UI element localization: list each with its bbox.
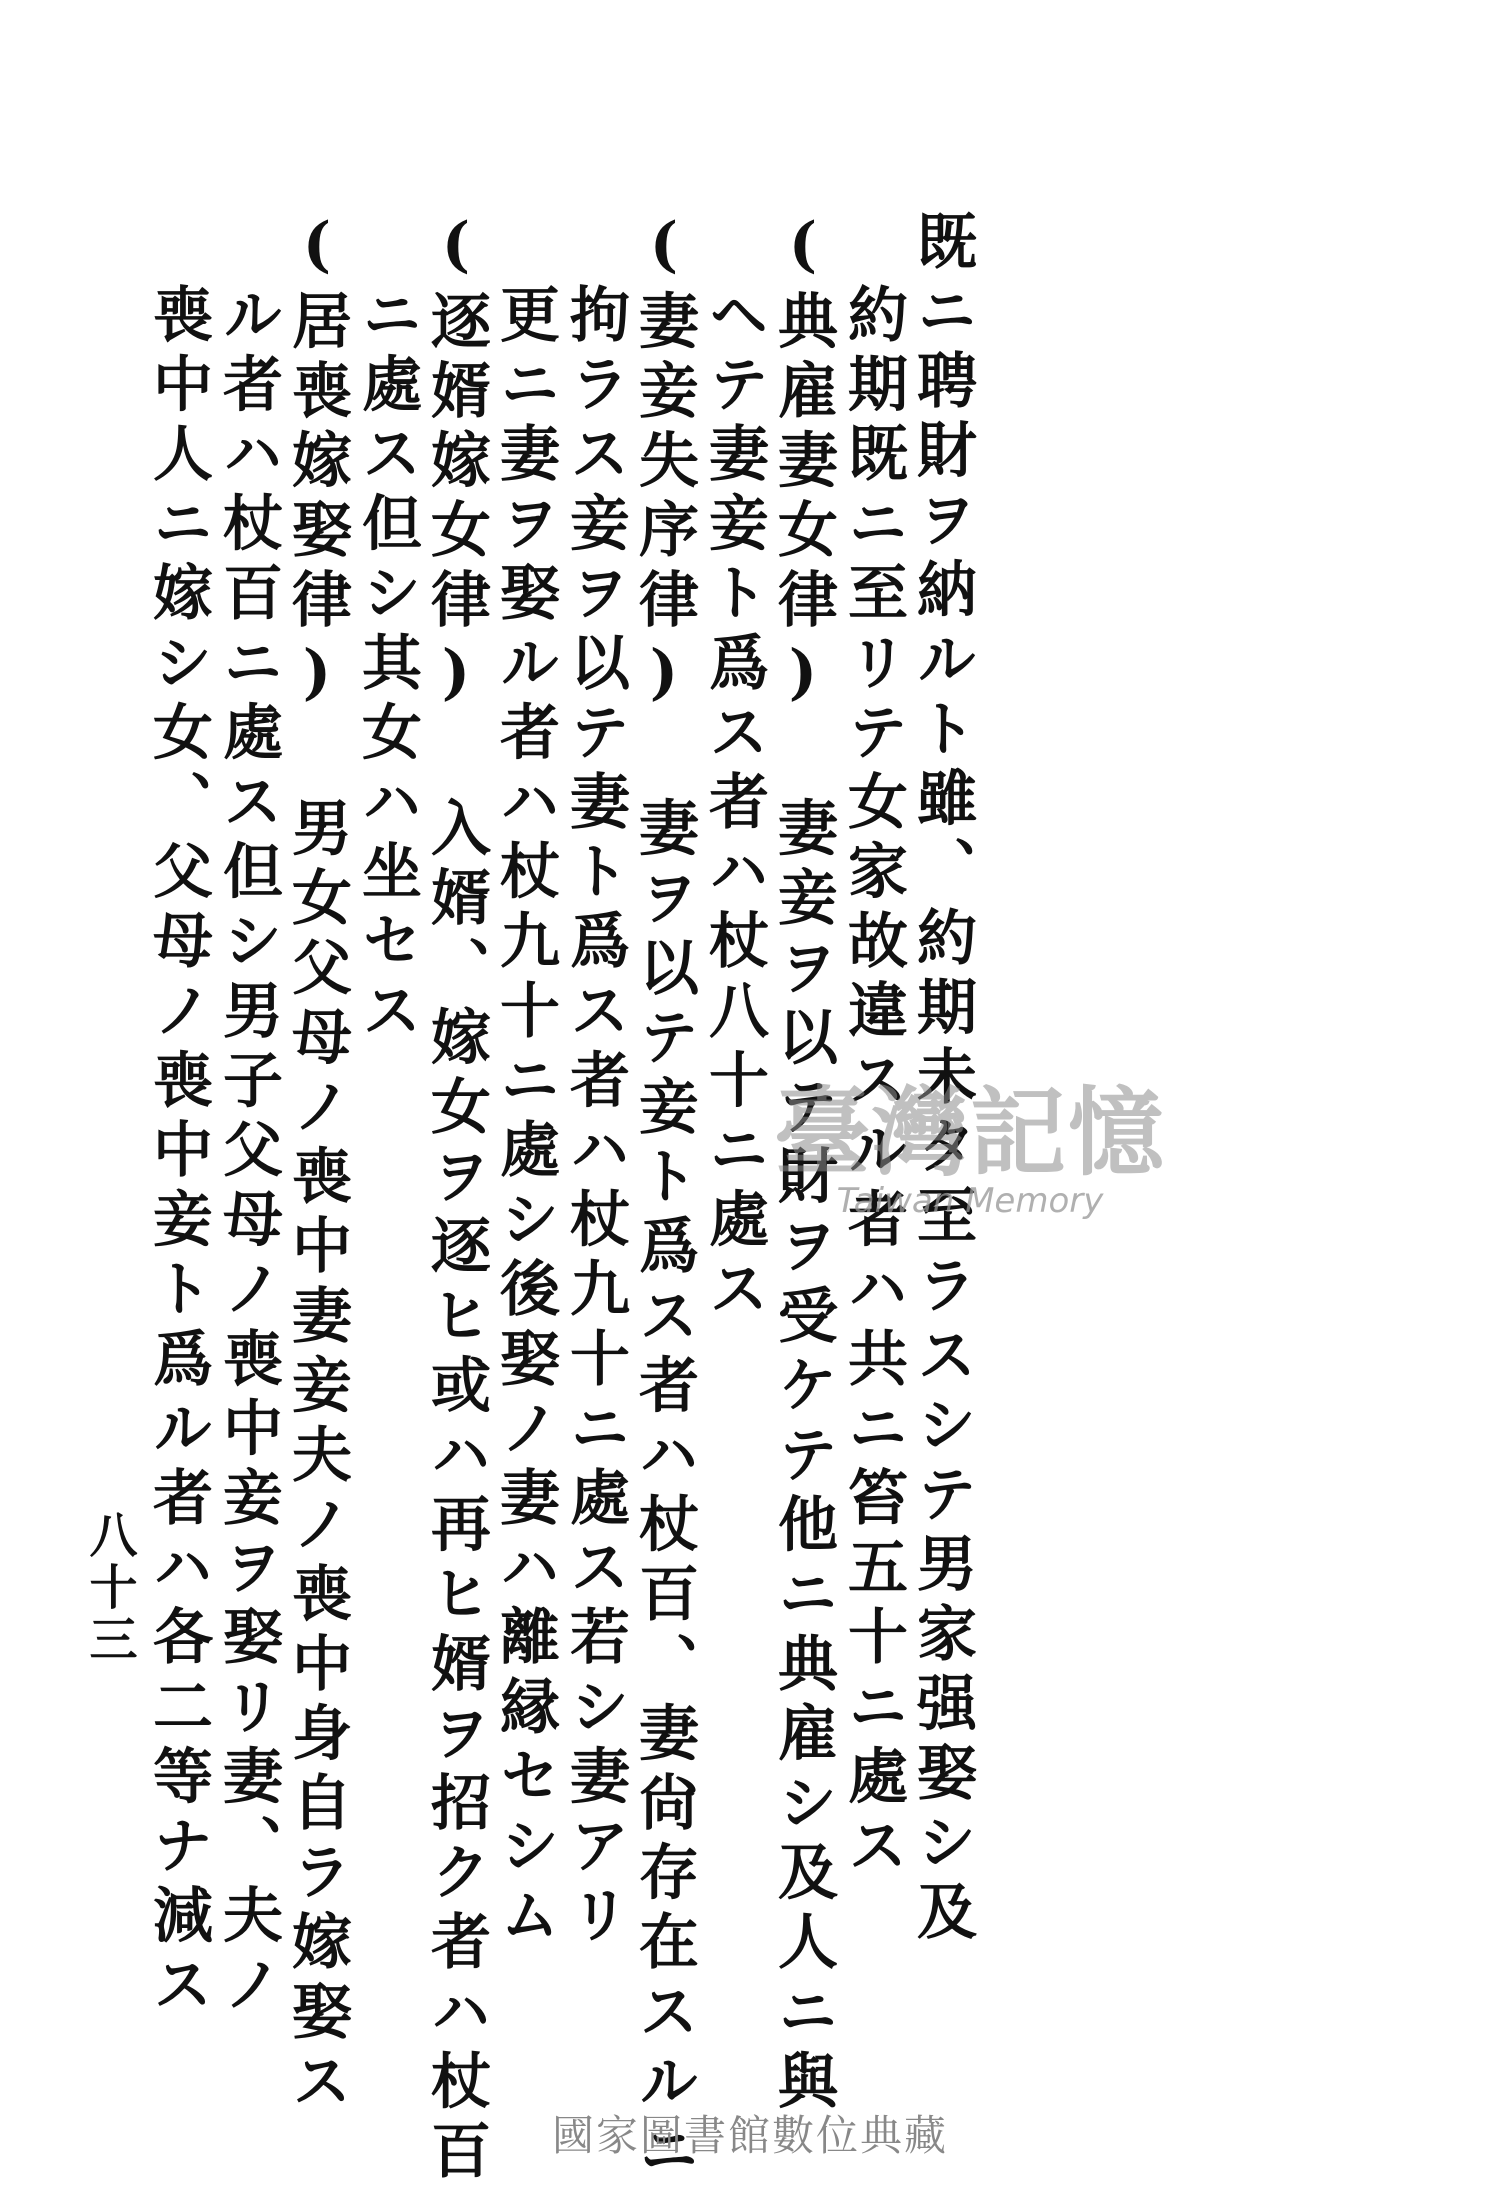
- text-column-5: (妻妾失序律) 妻ヲ以テ妾ト爲ス者ハ杖百、妻尙存在スルニ: [629, 210, 699, 2189]
- watermark-logo-text: 臺灣記憶: [774, 1077, 1166, 1189]
- watermark: [730, 1077, 1210, 1221]
- text-column-4: ヘテ妻妾ト爲ス者ハ杖八十ニ處ス: [699, 283, 769, 1327]
- page-number: 八十三: [81, 1510, 137, 1666]
- text-column-7: 更ニ妻ヲ娶ル者ハ杖九十ニ處シ後娶ノ妻ハ離縁セシム: [490, 283, 560, 1954]
- text-column-1: 既ニ聘財ヲ納ルト雖、約期未タ至ラスシテ男家强娶シ及: [907, 210, 977, 1950]
- text-column-9: ニ處ス但シ其女ハ坐セス: [352, 283, 422, 1049]
- footer-attribution: 國家圖書館數位典藏: [551, 2111, 948, 2160]
- text-column-12: 喪中人ニ嫁シ女、父母ノ喪中妾ト爲ル者ハ各二等ナ減ス: [143, 283, 213, 2023]
- text-column-3: (典雇妻女律) 妻妾ヲ以テ財ヲ受ケテ他ニ典雇シ及人ニ與: [768, 210, 838, 2120]
- text-column-8: (逐婿嫁女律) 入婿、嫁女ヲ逐ヒ或ハ再ヒ婿ヲ招ク者ハ杖百: [421, 210, 491, 2189]
- watermark-subtitle: Taiwan Memory: [836, 1181, 1104, 1221]
- text-column-10: (居喪嫁娶律) 男女父母ノ喪中妻妾夫ノ喪中身自ラ嫁娶ス: [282, 210, 352, 2120]
- text-column-2: 約期既ニ至リテ女家故違スル者ハ共ニ笞五十ニ處ス: [838, 283, 908, 1884]
- text-column-11: ル者ハ杖百ニ處ス但シ男子父母ノ喪中妾ヲ娶リ妻、夫ノ: [213, 283, 283, 2023]
- text-column-6: 拘ラス妾ヲ以テ妻ト爲ス者ハ杖九十ニ處ス若シ妻アリ: [560, 283, 630, 1954]
